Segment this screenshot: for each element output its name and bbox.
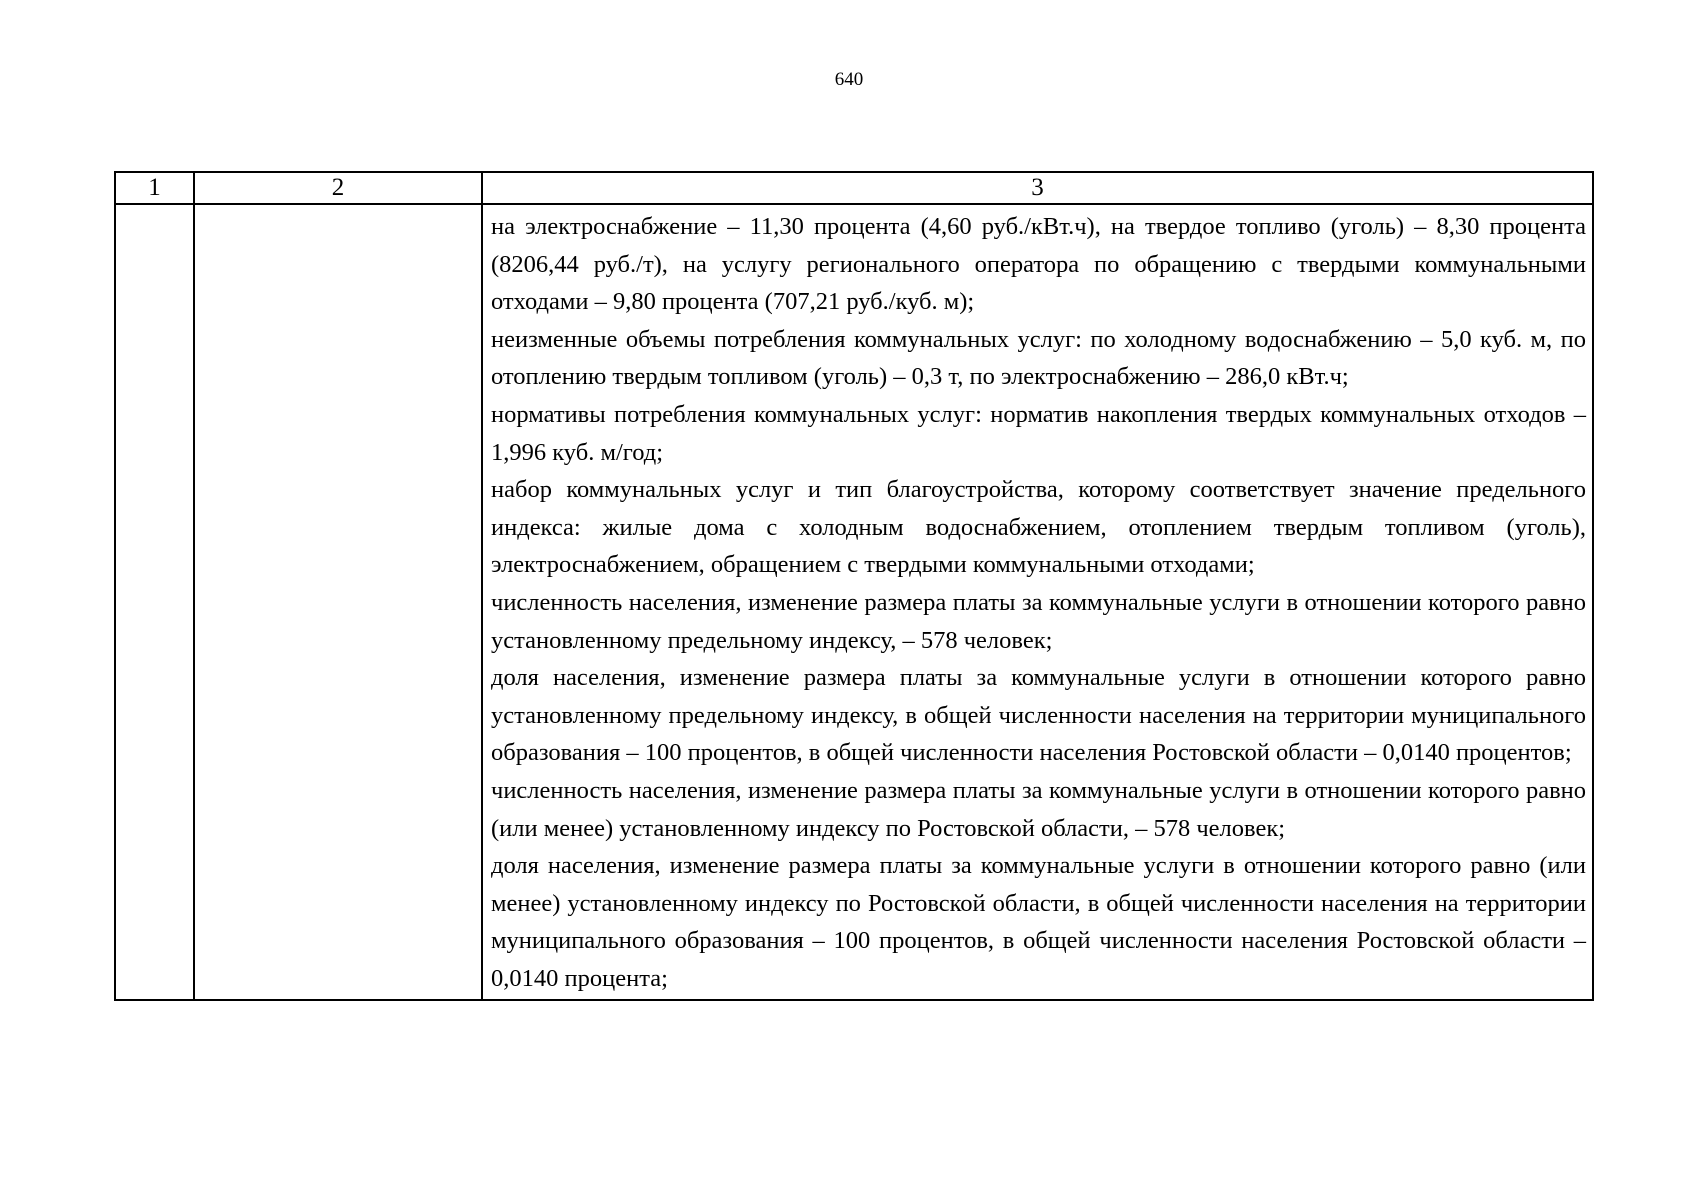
table-header-row xyxy=(115,172,1593,204)
paragraph-tariffs: на электроснабжение – 11,30 процента (4,60 руб./кВт.ч), на твердое топливо (уголь) – 8,30 процента (8206,44 руб./т), на услугу регионального оператора по обращению с твердыми коммунальными отходами – 9,80 процента (707,21 руб./куб. м); xyxy=(491,213,1586,316)
paragraph-population-share-limit: доля населения, изменение размера платы за коммунальные услуги в отношении которого равно установленному предельному индексу, в общей численности населения на территории муниципального образования – 100 процентов, в общей численности населения Ростовской области – 0,0140 процентов; xyxy=(491,664,1586,767)
paragraph-population-count-limit: численность населения, изменение размера платы за коммунальные услуги в отношении которого равно установленному предельному индексу, – 578 человек; xyxy=(491,588,1586,654)
document-table xyxy=(114,171,1594,1001)
column-header-2: 2 xyxy=(194,172,482,204)
paragraph-services-set: набор коммунальных услуг и тип благоустройства, которому соответствует значение предельного индекса: жилые дома с холодным водоснабжением, отоплением твердым топливом (уголь), электроснабжением, обращением с твердыми коммунальными отходами; xyxy=(491,476,1586,579)
paragraph-population-share-regional: доля населения, изменение размера платы за коммунальные услуги в отношении которого равно (или менее) установленному индексу по Ростовской области, в общей численности населения на территории муниципального образования – 100 процентов, в общей численности населения Ростовской области – 0,0140 процента; xyxy=(491,852,1586,992)
paragraph-consumption-norms: нормативы потребления коммунальных услуг: норматив накопления твердых коммунальных отходов – 1,996 куб. м/год; xyxy=(491,400,1586,466)
column-header-3: 3 xyxy=(482,172,1593,204)
paragraph-consumption-volumes: неизменные объемы потребления коммунальных услуг: по холодному водоснабжению – 5,0 куб. м, по отоплению твердым топливом (уголь) – 0,3 т, по электроснабжению – 286,0 кВт.ч; xyxy=(491,325,1586,391)
table-cell-col2 xyxy=(194,204,482,1000)
table-row xyxy=(115,204,1593,1000)
column-header-1: 1 xyxy=(115,172,194,204)
table-cell-col3 xyxy=(482,204,1593,1000)
paragraph-population-count-regional: численность населения, изменение размера платы за коммунальные услуги в отношении которого равно (или менее) установленному индексу по Ростовской области, – 578 человек; xyxy=(491,776,1586,842)
table-cell-col1 xyxy=(115,204,194,1000)
page-number: 640 xyxy=(834,69,864,90)
